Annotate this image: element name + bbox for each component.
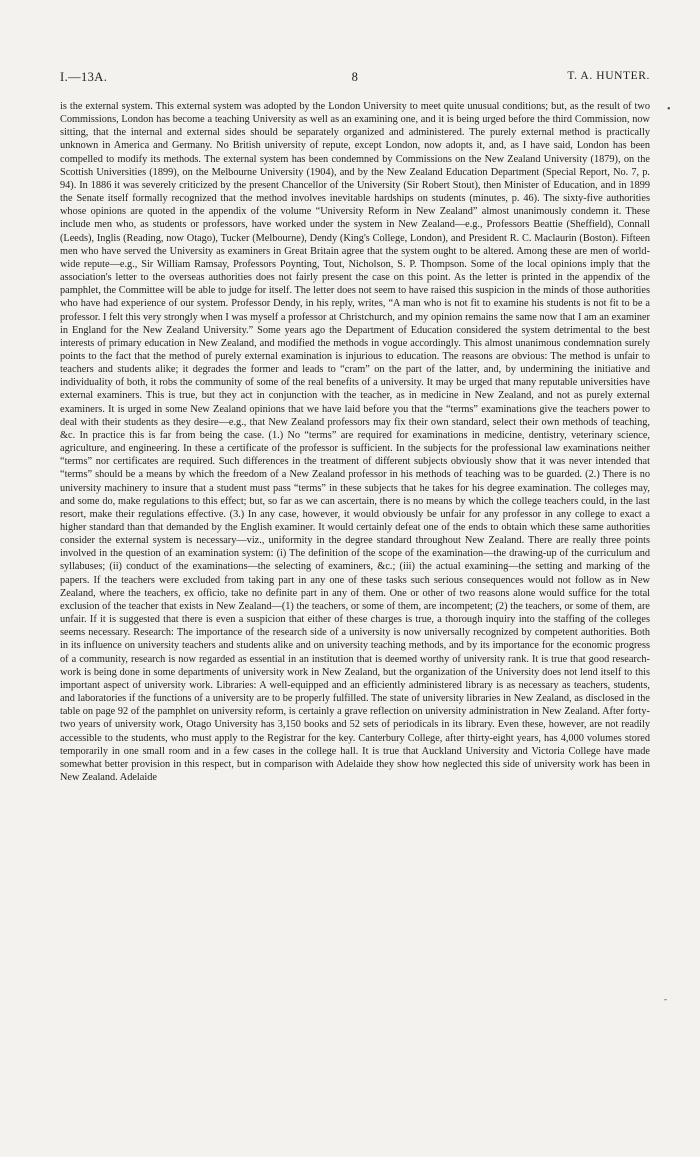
margin-dot-mark: • [667, 104, 671, 115]
page-header [60, 70, 650, 88]
document-reference: I.—13A. [60, 70, 108, 84]
witness-name: T. A. HUNTER. [567, 70, 650, 82]
body-text [60, 100, 650, 784]
margin-dash-mark: - [664, 994, 667, 1004]
page-number: 8 [351, 70, 359, 84]
body-paragraph: is the external system. This external system was adopted by the London University to meet quite unusual conditions; but, as the result of two Commissions, London has become a teaching University as well as an examining one, and it is being urged before the third Commission, now sitting, that the internal and external sides should be separately organized and administered. The purely external method is practically unknown in America and Germany. No British university of repute, except London, now adopts it, and, as I have said, London has been compelled to modify its methods. The external system has been condemned by Commissions on the New Zealand University (1879), on the Scottish Universities (1899), on the Melbourne University (1904), and by the New Zealand Education Department (Special Report, No. 7, p. 94). In 1886 it was severely criticized by the present Chancellor of the University (Sir Robert Stout), then Minister of Education, and in 1899 the Senate itself formally recognized that the method involves inevitable hardships on students (minutes, p. 46). The sixty-five authorities whose opinions are quoted in the appendix of the volume “University Reform in New Zealand” almost unanimously condemn it. These include men who, as students or professors, have worked under the system in New Zealand—e.g., Professors Beattie (Sheffield), Connall (Leeds), Inglis (Reading, now Otago), Tucker (Melbourne), Dendy (King's College, London), and President R. C. Maclaurin (Boston). Fifteen men who have served the University as examiners in Great Britain agree that the system ought to be altered. Among these are men of world-wide repute—e.g., Sir William Ramsay, Professors Poynting, Tout, Nicholson, S. P. Thompson. Some of the local opinions imply that the association's letter to the overseas authorities does not fairly present the case on this point. As the letter is printed in the appendix of the pamphlet, the Committee will be able to judge for itself. The letter does not seem to have raised this suspicion in the minds of those authorities who have had experience of our system. Professor Dendy, in his reply, writes, “A man who is not fit to examine his students is not fit to be a professor. I felt this very strongly when I was myself a professor at Christchurch, and my opinion remains the same now that I am an examiner in England for the New Zealand University.” Some years ago the Department of Education considered the system detrimental to the best interests of primary education in New Zealand, and modified the methods in vogue accordingly. This almost unanimous condemnation surely points to the fact that the method of purely external examination is injurious to education. The reasons are obvious: The method is unfair to teachers and students alike; it degrades the former and leads to “cram” on the part of the latter, and, by undermining the initiative and individuality of both, it robs the community of some of the real benefits of a university. It may be urged that many reputable universities have external examiners. This is true, but they act in conjunction with the teacher, as in medicine in New Zealand, and not as purely external examiners. It is urged in some New Zealand opinions that we have laid before you that the “terms” examinations give the teachers power to deal with their students as they desire—e.g., that New Zealand professors may fix their own standard, select their own methods of teaching, &c. In practice this is far from being the case. (1.) No “terms” are required for examinations in medicine, dentistry, veterinary science, agriculture, and engineering. In these a certificate of the professor is sufficient. In the subjects for the professional law examinations neither “terms” nor certificates are required. Such differences in the treatment of different subjects obviously show that it was never intended that “terms” should be a means by which the freedom of a New Zealand professor in his methods of teaching was to be guarded. (2.) There is no university machinery to insure that a student must pass “terms” in these subjects that he takes for his degree examination. The colleges may, and some do, make regulations to this effect; but, so far as we can ascertain, there is no means by which the college teachers could, in the last resort, make their regulations effective. (3.) In any case, however, it would obviously be unfair for any professor in any college to exact a higher standard than that demanded by the English examiner. It would certainly defeat one of the ends to obtain which these same authorities consider the external system is necessary—viz., uniformity in the degree standard throughout New Zealand. There are really three points involved in the question of an examination system: (i) The definition of the scope of the examination—the drawing-up of the curriculum and syllabuses; (ii) conduct of the examinations—the selecting of examiners, &c.; (iii) the actual examining—the setting and marking of the papers. If the teachers were excluded from taking part in any one of these tasks such serious consequences would not follow as in New Zealand, where the teachers, ex officio, take no definite part in any of them. One or other of two reasons alone would suffice for the total exclusion of the teacher that exists in New Zealand—(1) the teachers, or some of them, are incompetent; (2) the teachers, or some of them, are unfair. If it is suggested that there is even a suspicion that either of these charges is true, a thorough inquiry into the staffing of the colleges seems necessary. Research: The importance of the research side of a university is now universally recognized by competent authorities. Both in its influence on university teachers and students alike and on university teaching methods, and by its importance for the economic progress of a community, research is now regarded as essential in an institution that is deemed worthy of university rank. It is true that good research-work is being done in some departments of university work in New Zealand, but the organization of the University does not lend itself to this important aspect of university work. Libraries: A well-equipped and an efficiently administered library is as necessary as teachers, students, and laboratories if the functions of a university are to be properly fulfilled. The state of university libraries in New Zealand, as disclosed in the table on page 92 of the pamphlet on university reform, is certainly a grave reflection on university administration in New Zealand. After forty-two years of university work, Otago University has 3,150 books and 52 sets of periodicals in its library. Even these, however, are not readily accessible to the students, who must apply to the Registrar for the key. Canterbury College, after thirty-eight years, has 4,000 volumes stored temporarily in one small room and in a few cases in the college hall. It is true that Auckland University and Victoria College have made somewhat better provision in this respect, but in comparison with Adelaide they show how neglected this side of university work has been in New Zealand. Adelaide [60, 101, 650, 783]
